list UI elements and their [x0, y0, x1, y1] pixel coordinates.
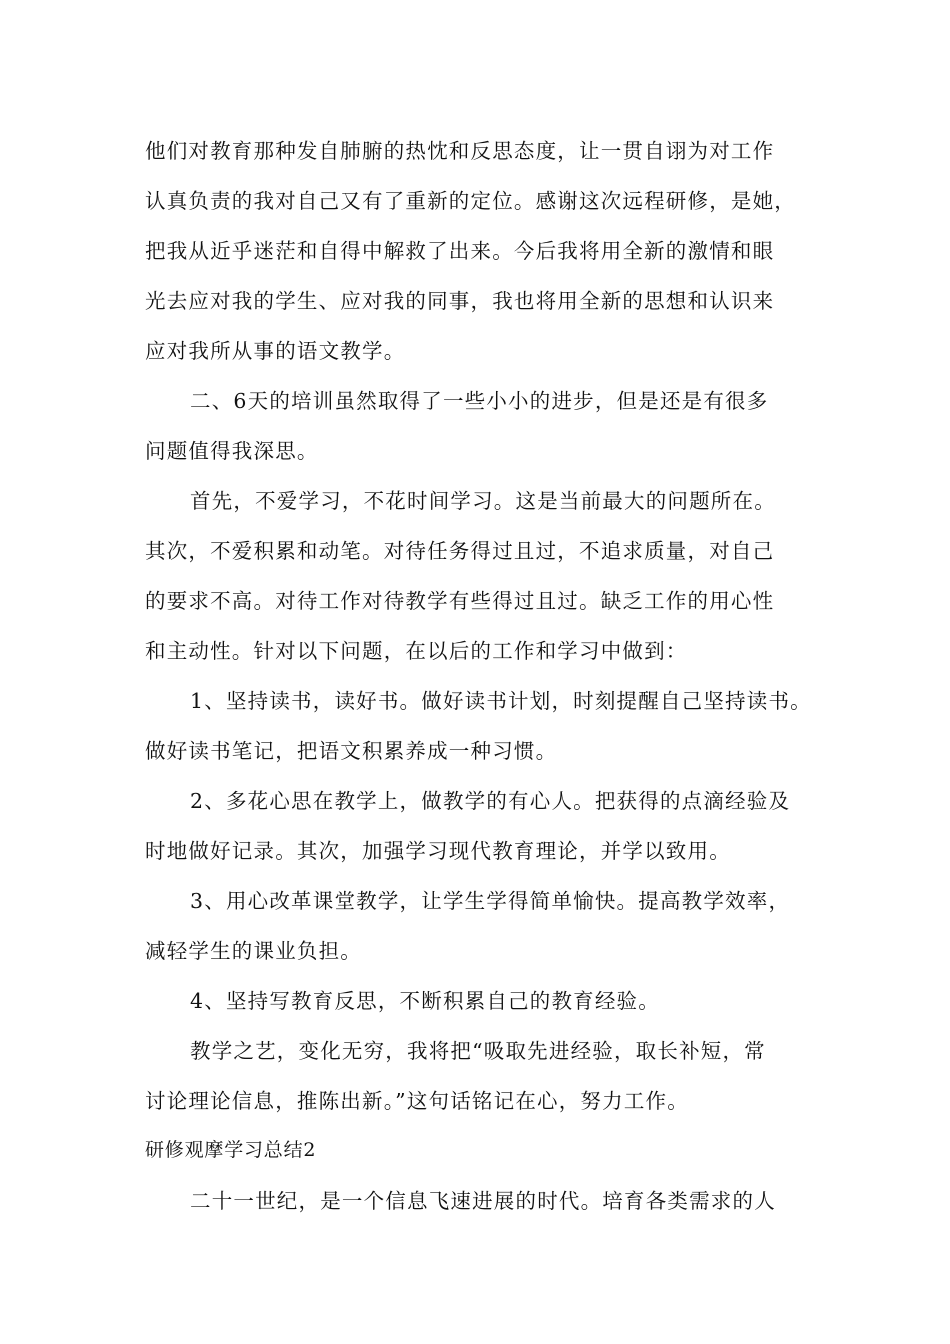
list-item-line: 减轻学生的课业负担。: [145, 939, 362, 963]
list-item-line: 2、多花心思在教学上，做教学的有心人。把获得的点滴经验及: [190, 789, 791, 813]
paragraph-line: 的要求不高。对待工作对待教学有些得过且过。缺乏工作的用心性: [145, 589, 775, 613]
paragraph-line: 他们对教育那种发自肺腑的热忱和反思态度，让一贯自诩为对工作: [145, 139, 775, 163]
paragraph-line: 讨论理论信息，推陈出新。”这句话铭记在心，努力工作。: [145, 1089, 689, 1113]
paragraph-line: 二、6天的培训虽然取得了一些小小的进步，但是还是有很多: [190, 389, 769, 413]
paragraph-line: 教学之艺，变化无穷，我将把“吸取先进经验，取长补短，常: [190, 1039, 766, 1063]
paragraph-line: 认真负责的我对自己又有了重新的定位。感谢这次远程研修，是她，: [145, 189, 796, 213]
paragraph-line: 光去应对我的学生、应对我的同事，我也将用全新的思想和认识来: [145, 289, 775, 313]
paragraph-line: 和主动性。针对以下问题，在以后的工作和学习中做到：: [145, 639, 688, 663]
list-item-line: 做好读书笔记，把语文积累养成一种习惯。: [145, 739, 558, 763]
paragraph-line: 首先，不爱学习，不花时间学习。这是当前最大的问题所在。: [190, 489, 776, 513]
paragraph-line: 应对我所从事的语文教学。: [145, 339, 406, 363]
paragraph-line: 其次，不爱积累和动笔。对待任务得过且过，不追求质量，对自己: [145, 539, 775, 563]
paragraph-line: 把我从近乎迷茫和自得中解救了出来。今后我将用全新的激情和眼: [145, 239, 775, 263]
section-heading: 研修观摩学习总结2: [145, 1139, 317, 1161]
paragraph-line: 问题值得我深思。: [145, 439, 319, 463]
list-item-line: 时地做好记录。其次，加强学习现代教育理论，并学以致用。: [145, 839, 731, 863]
list-item-line: 1、坚持读书，读好书。做好读书计划，时刻提醒自己坚持读书。: [190, 689, 812, 713]
paragraph-line: 二十一世纪，是一个信息飞速进展的时代。培育各类需求的人: [190, 1189, 776, 1213]
list-item-line: 3、用心改革课堂教学，让学生学得简单愉快。提高教学效率，: [190, 889, 791, 913]
list-item-line: 4、坚持写教育反思，不断积累自己的教育经验。: [190, 989, 660, 1013]
